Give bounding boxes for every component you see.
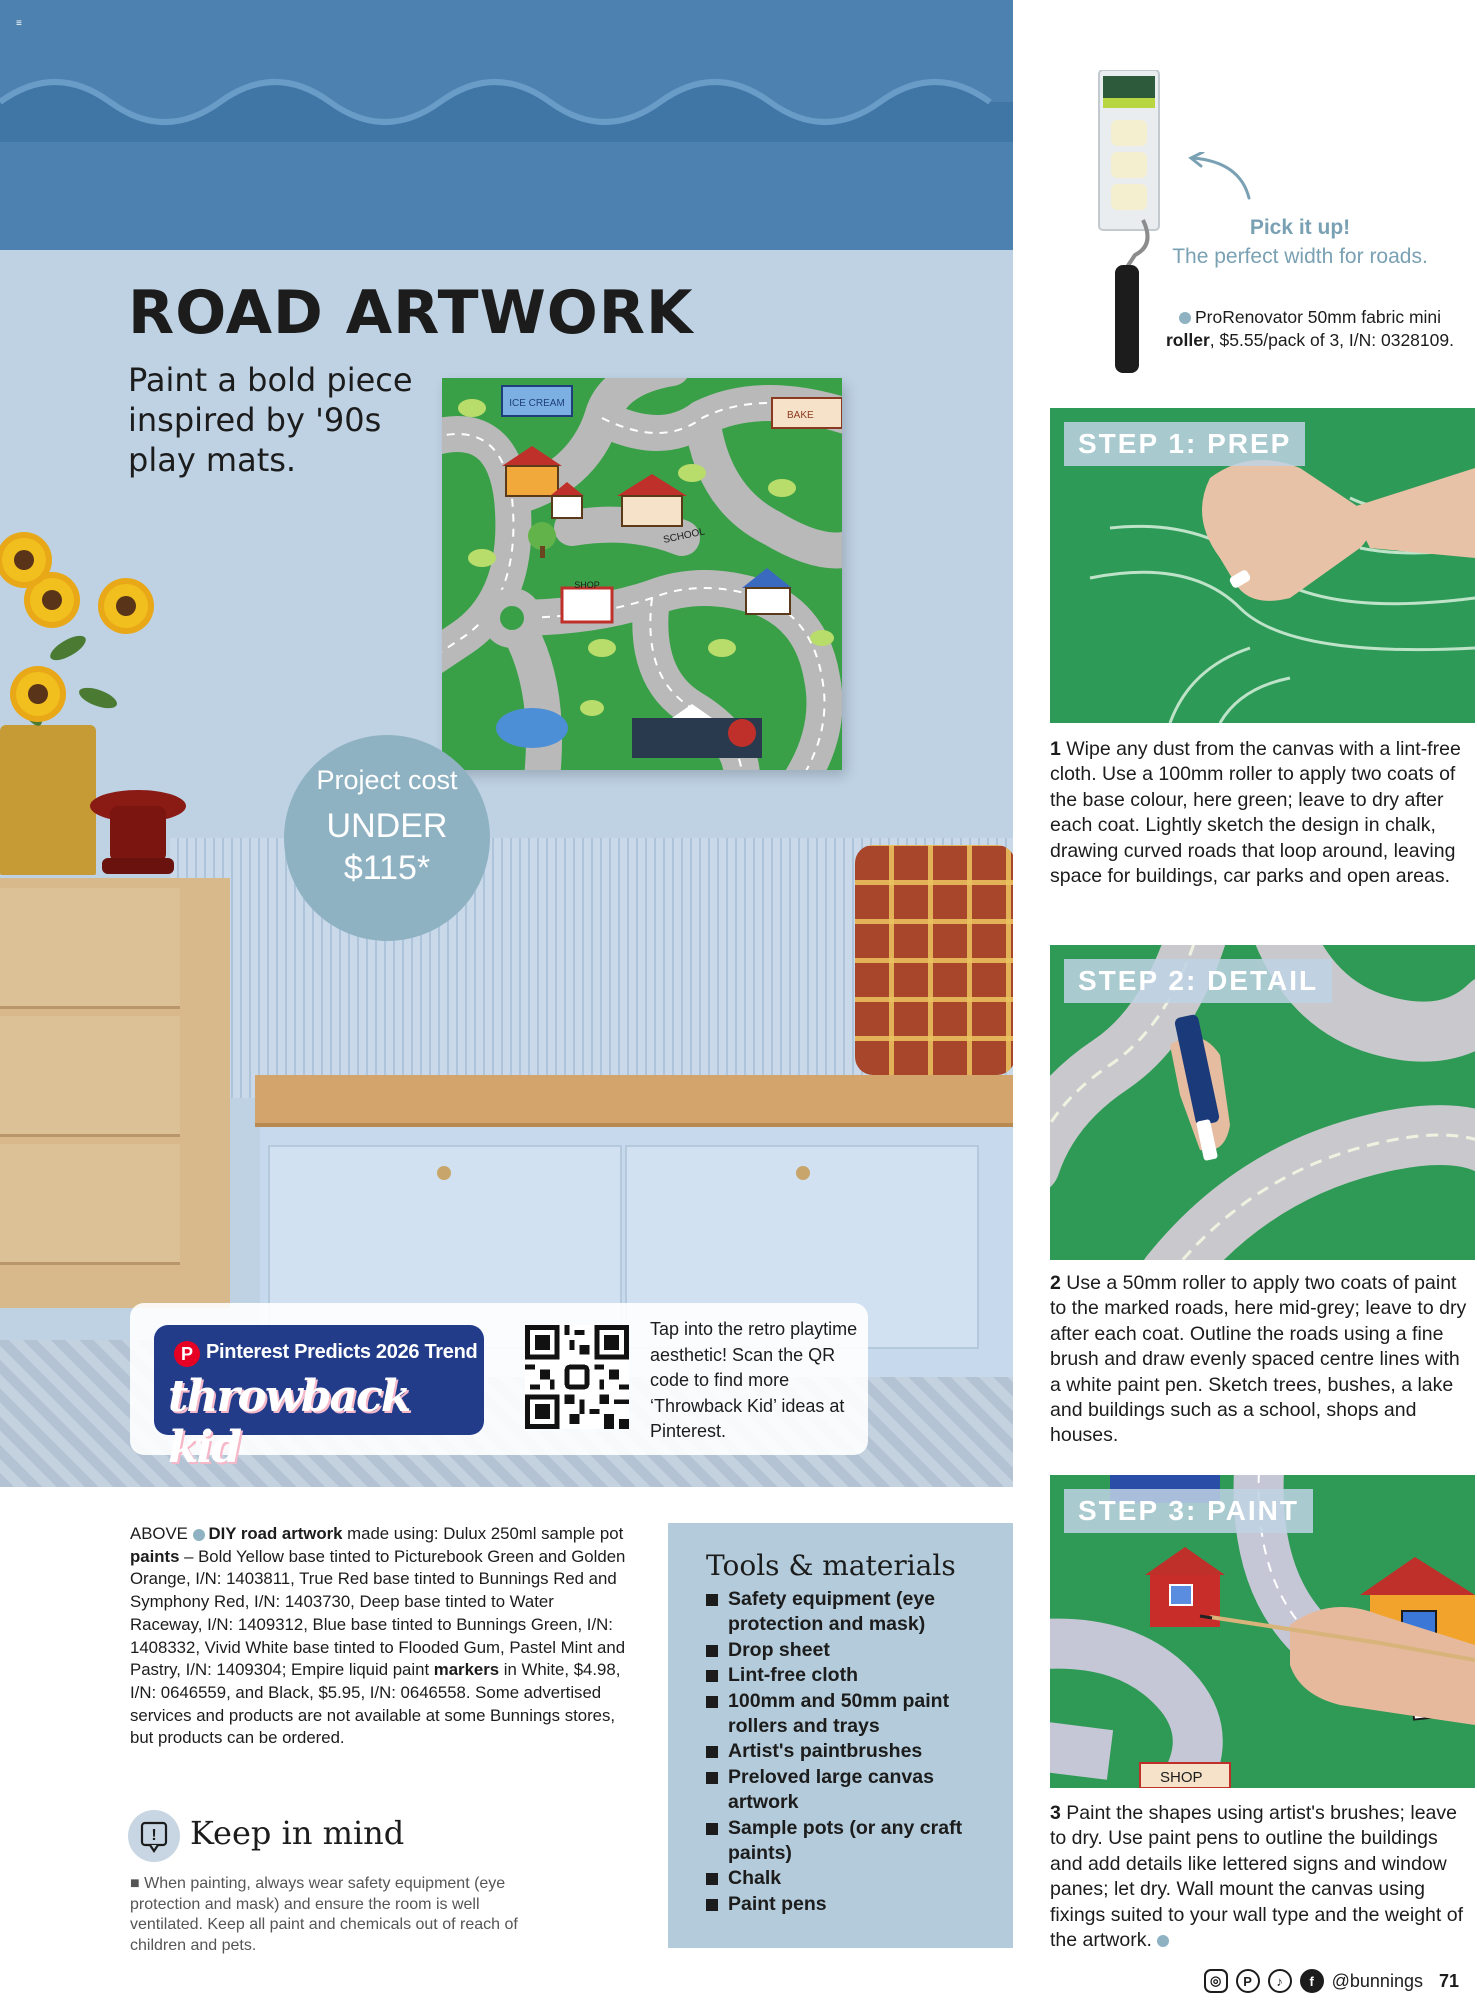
instagram-icon[interactable]: ◎ bbox=[1204, 1969, 1228, 1993]
step-2-badge: STEP 2: DETAIL bbox=[1064, 959, 1332, 1003]
pick-it-up-heading: Pick it up! bbox=[1249, 216, 1351, 239]
cost-label: Project cost bbox=[316, 765, 458, 795]
sunflower bbox=[104, 584, 148, 628]
school-sign: SCHOOL bbox=[662, 526, 706, 546]
tools-title: Tools & materials bbox=[706, 1549, 956, 1582]
drawer bbox=[0, 888, 180, 1009]
page-title: ROAD ARTWORK bbox=[128, 278, 694, 348]
drawer bbox=[0, 1016, 180, 1137]
above-bold-1: DIY road artwork bbox=[208, 1524, 343, 1543]
above-text-1: made using: Dulux 250ml sample pot bbox=[342, 1524, 624, 1543]
menu-icon[interactable]: ≡ bbox=[16, 18, 22, 29]
notice-icon-glyph: ! bbox=[151, 1827, 157, 1844]
above-text-3: in White, $4.98, I/N: 0646559, and Black, $5.95, I/N: 0646558. Some advertised services and products are not available at some Bunnings stores, but products can be ordered. bbox=[130, 1660, 621, 1748]
plaid-cushion bbox=[855, 845, 1013, 1075]
step-1-body: Wipe any dust from the canvas with a lint-free cloth. Use a 100mm roller to apply two coats of the base colour, here green; leave to dry after each coat. Lightly sketch the design in chalk, drawing curved roads that loop around, leaving space for buildings, car parks and open areas. bbox=[1050, 738, 1461, 888]
list-item: Artist's paintbrushes bbox=[706, 1739, 1006, 1764]
bench-top bbox=[255, 1075, 1013, 1127]
end-dot-icon bbox=[1157, 1935, 1169, 1947]
step-2-photo bbox=[1050, 945, 1475, 1260]
sunflower bbox=[30, 578, 74, 622]
list-item: Sample pots (or any craft paints) bbox=[706, 1816, 1006, 1867]
step-1-photo bbox=[1050, 408, 1475, 723]
pinterest-promo bbox=[130, 1303, 868, 1473]
page-number: 71 bbox=[1438, 1970, 1459, 1991]
roller-caption-pre: ProRenovator 50mm fabric mini bbox=[1194, 307, 1442, 327]
sunflower bbox=[2, 538, 46, 582]
list-item: Chalk bbox=[706, 1866, 1006, 1891]
list-item: Paint pens bbox=[706, 1892, 1006, 1917]
shop-sign: SHOP bbox=[574, 580, 600, 590]
step-3-body: Paint the shapes using artist's brushes; leave to dry. Use paint pens to outline the buildings and add details like lettered signs and window panes; let dry. Wall mount the canvas using fixings suited to your wall type and the weight of the artwork. bbox=[1050, 1802, 1463, 1952]
ice-cream-sign: ICE CREAM bbox=[509, 398, 565, 409]
roller-caption-bold: roller bbox=[1166, 330, 1210, 350]
cost-value bbox=[284, 805, 490, 889]
bullet-dot-icon bbox=[193, 1529, 205, 1541]
keep-in-mind-text bbox=[130, 1874, 530, 1956]
above-lead: ABOVE bbox=[130, 1524, 188, 1543]
list-item: 100mm and 50mm paint rollers and trays bbox=[706, 1689, 1006, 1740]
pinterest-heading: Pinterest Predicts 2026 Trend bbox=[206, 1341, 478, 1363]
scallop-trim bbox=[0, 62, 1013, 142]
page-subtitle: Paint a bold piece inspired by '90s play mats. bbox=[128, 361, 413, 479]
step-2-number: 2 bbox=[1050, 1272, 1061, 1294]
yellow-vase bbox=[0, 725, 96, 875]
above-text-2: – Bold Yellow base tinted to Picturebook Green and Golden Orange, I/N: 1403811, True Red base tinted to Bunnings Red and Symphony Red, I/N: 1403730, Deep base tinted to Water Raceway, I/N: 1409312, Blue base tinted to Bunnings Green, I/N: 1408332, Vivid White base tinted to Flooded Gum, Pastel Mint and Pastry, I/N: 1409304; Empire liquid paint bbox=[130, 1546, 626, 1680]
step-3-badge: STEP 3: PAINT bbox=[1064, 1489, 1313, 1533]
door-knob bbox=[796, 1166, 810, 1180]
roller-caption-post: , $5.55/pack of 3, I/N: 0328109. bbox=[1209, 330, 1454, 350]
pick-it-up-subtext: The perfect width for roads. bbox=[1172, 245, 1428, 268]
project-cost-badge bbox=[284, 735, 490, 941]
step-3-text bbox=[1050, 1801, 1475, 1953]
step-1-badge: STEP 1: PREP bbox=[1064, 422, 1305, 466]
door-knob bbox=[437, 1166, 451, 1180]
pinterest-text: Tap into the retro playtime aesthetic! Scan the QR code to find more ‘Throwback Kid’ ideas at Pinterest. bbox=[650, 1319, 858, 1441]
timber-drawers bbox=[0, 878, 230, 1308]
step-1-text bbox=[1050, 737, 1475, 889]
tiktok-icon[interactable]: ♪ bbox=[1268, 1969, 1292, 1993]
above-caption bbox=[130, 1523, 630, 1750]
list-item: Safety equipment (eye protection and mask) bbox=[706, 1587, 1006, 1638]
step-1-number: 1 bbox=[1050, 738, 1061, 760]
bakery-sign: BAKE bbox=[787, 410, 814, 421]
mini-roller-product-image bbox=[1095, 70, 1163, 375]
road-artwork-canvas bbox=[442, 378, 842, 770]
footer bbox=[1204, 1968, 1459, 1994]
tools-list bbox=[706, 1587, 1006, 1917]
tools-materials-panel bbox=[668, 1523, 1013, 1948]
road-map-illustration bbox=[442, 378, 842, 770]
keep-in-mind-title: Keep in mind bbox=[190, 1814, 405, 1852]
list-item: Lint-free cloth bbox=[706, 1663, 1006, 1688]
social-handle[interactable]: @bunnings bbox=[1331, 1970, 1423, 1991]
keep-in-mind-body: When painting, always wear safety equipment (eye protection and mask) and ensure the room is well ventilated. Keep all paint and chemicals out of reach of children and pets. bbox=[130, 1875, 518, 1954]
step-3-photo bbox=[1050, 1475, 1475, 1788]
above-bold-3: markers bbox=[433, 1660, 500, 1680]
step-2-body: Use a 50mm roller to apply two coats of paint to the marked roads, here mid-grey; leave to dry after each coat. Outline the roads using a fine brush and draw evenly spaced centre lines with a white paint pen. Sketch trees, bushes, a lake and buildings such as a school, shops and houses. bbox=[1050, 1272, 1467, 1447]
step-3-number: 3 bbox=[1050, 1802, 1061, 1824]
list-item: Preloved large canvas artwork bbox=[706, 1765, 1006, 1816]
above-bold-2: paints bbox=[130, 1546, 180, 1566]
pinterest-logo-icon: P bbox=[174, 1341, 200, 1367]
list-item: Drop sheet bbox=[706, 1638, 1006, 1663]
qr-code-icon[interactable] bbox=[525, 1325, 629, 1429]
square-bullet-icon: ■ bbox=[130, 1875, 140, 1892]
facebook-icon[interactable]: f bbox=[1300, 1969, 1324, 1993]
cost-value-line1: UNDER bbox=[326, 807, 448, 845]
arrow-icon bbox=[1185, 152, 1255, 202]
roller-caption bbox=[1160, 306, 1460, 352]
bullet-dot-icon bbox=[1179, 312, 1191, 324]
red-lamp bbox=[88, 788, 188, 878]
pinterest-icon[interactable]: P bbox=[1236, 1969, 1260, 1993]
drawer bbox=[0, 1144, 180, 1265]
pinterest-trend-badge bbox=[154, 1325, 484, 1473]
step-2-text bbox=[1050, 1271, 1475, 1449]
notice-icon bbox=[128, 1810, 180, 1862]
sunflower bbox=[16, 672, 60, 716]
shop-sign-photo: SHOP bbox=[1160, 1769, 1203, 1786]
cost-value-line2: $115* bbox=[343, 849, 431, 887]
trend-name: throwback kid bbox=[168, 1371, 410, 1473]
